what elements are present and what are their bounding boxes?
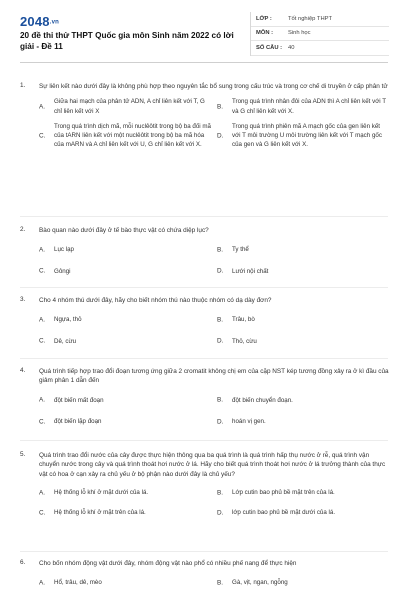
- question-divider: [20, 551, 388, 552]
- option-text: Ty thể: [232, 246, 249, 254]
- option-text: Gà, vịt, ngan, ngỗng: [232, 579, 288, 587]
- question-2: [20, 226, 390, 276]
- question-number: 4.: [20, 367, 26, 374]
- question-text: Cho 4 nhóm thú dưới đây, hãy cho biết nhóm thú nào thuộc nhóm có dạ dày đơn?: [39, 297, 272, 304]
- question-divider: [20, 440, 388, 441]
- option-letter: D.: [217, 132, 224, 140]
- question-options: [39, 488, 390, 518]
- meta-row-class: [251, 12, 389, 27]
- option-letter: C.: [39, 417, 46, 425]
- option-text: Trong quá trình dịch mã, mỗi nuclêôtit trong bộ ba đối mã của tARN liên kết với một nuclêôtit trong bộ ba mã hóa của mARN và A chỉ liên kết với U, G chỉ liên kết với X.: [54, 122, 211, 149]
- meta-value: Tốt nghiệp THPT: [288, 15, 333, 22]
- option-a[interactable]: [39, 245, 211, 254]
- option-text: hoán vị gen.: [232, 417, 266, 425]
- option-c[interactable]: [39, 417, 211, 426]
- question-text: Cho bốn nhóm động vật dưới đây, nhóm động vật nào phổ có nhiều phế nang để thực hiện: [39, 560, 297, 567]
- question-4: [20, 367, 390, 426]
- option-letter: B.: [217, 316, 224, 324]
- option-b[interactable]: [217, 488, 389, 497]
- option-text: Trâu, bò: [232, 316, 255, 324]
- option-b[interactable]: [217, 578, 389, 587]
- option-letter: A.: [39, 488, 46, 496]
- option-letter: A.: [39, 579, 46, 587]
- option-letter: B.: [217, 102, 224, 110]
- option-text: Dê, cừu: [54, 337, 77, 345]
- option-letter: C.: [39, 132, 46, 140]
- question-options: [39, 315, 390, 346]
- document-title: 20 đề thi thử THPT Quốc gia môn Sinh năm 2022 có lời giải - Đề 11: [20, 31, 234, 51]
- option-text: Trong quá trình phiên mã A mạch gốc của gen liên kết với T môi trường U môi trường liên kết với T mạch gốc của gen và G liên kết với X.: [232, 122, 382, 149]
- option-letter: D.: [217, 417, 224, 425]
- option-letter: A.: [39, 102, 46, 110]
- option-text: Lục lạp: [54, 246, 74, 254]
- option-letter: C.: [39, 337, 46, 345]
- option-a[interactable]: [39, 315, 211, 324]
- option-c[interactable]: [39, 508, 211, 517]
- header-divider: [20, 62, 388, 63]
- question-options: [39, 245, 390, 276]
- meta-key: LỚP :: [256, 15, 272, 22]
- option-c[interactable]: [39, 122, 211, 150]
- option-a[interactable]: [39, 97, 211, 116]
- question-options: [39, 97, 390, 149]
- option-a[interactable]: [39, 578, 211, 587]
- meta-table: [250, 12, 389, 56]
- meta-key: MÔN :: [256, 30, 274, 37]
- option-b[interactable]: [217, 97, 389, 116]
- option-a[interactable]: [39, 396, 211, 405]
- option-letter: A.: [39, 316, 46, 324]
- meta-key: SỐ CÂU :: [256, 44, 283, 51]
- question-divider: [20, 287, 388, 288]
- question-1: [20, 82, 390, 150]
- question-5: [20, 451, 390, 517]
- option-text: Ngựa, thỏ: [54, 316, 82, 324]
- question-text: Quá trình tiếp hợp trao đổi đoạn tương ứng giữa 2 cromatit không chị em của cặp NST kép tương đồng xảy ra ở kì đầu của giảm phân 1 dẫn đến: [39, 368, 389, 385]
- option-d[interactable]: [217, 508, 389, 517]
- option-letter: D.: [217, 509, 224, 517]
- question-divider: [20, 358, 388, 359]
- option-text: Lưới nội chất: [232, 267, 269, 275]
- question-number: 5.: [20, 451, 26, 458]
- option-text: Hổ, trâu, dê, mèo: [54, 579, 102, 587]
- option-text: lớp cutin bao phủ bề mặt dưới của lá.: [232, 509, 336, 517]
- option-b[interactable]: [217, 315, 389, 324]
- option-c[interactable]: [39, 267, 211, 276]
- option-text: Hệ thống lỗ khí ở mặt trên của lá.: [54, 509, 146, 517]
- meta-row-subject: [251, 27, 389, 42]
- option-a[interactable]: [39, 488, 211, 497]
- option-text: đột biến mất đoạn: [54, 396, 104, 404]
- logo-suffix: .vn: [49, 19, 60, 26]
- site-logo[interactable]: [20, 14, 59, 29]
- option-letter: C.: [39, 267, 46, 275]
- option-letter: D.: [217, 337, 224, 345]
- option-text: đột biến lặp đoạn: [54, 417, 102, 425]
- meta-value: 40: [288, 44, 295, 51]
- option-letter: A.: [39, 246, 46, 254]
- logo-main: 2048: [20, 14, 50, 29]
- option-b[interactable]: [217, 245, 389, 254]
- option-letter: B.: [217, 396, 224, 404]
- option-text: Gôngi: [54, 267, 71, 275]
- question-options: [39, 396, 390, 427]
- option-b[interactable]: [217, 396, 389, 405]
- option-c[interactable]: [39, 337, 211, 346]
- question-text: Quá trình trao đổi nước của cây được thực hiện thông qua ba quá trình là quá trình hấp thụ nước ở rễ, quá trình vận chuyển nước trong cây và quá trình thoát hơi nước ở lá. Hãy cho biết quá trình thoát hơi nước ở lá trưởng thành của thực vật có hoa ở cạn xảy ra chủ yếu ở bộ phận nào dưới đây là chủ yếu?: [39, 452, 386, 478]
- option-text: Hệ thống lỗ khí ở mặt dưới của lá.: [54, 488, 149, 496]
- option-letter: C.: [39, 509, 46, 517]
- question-number: 3.: [20, 296, 26, 303]
- option-letter: A.: [39, 396, 46, 404]
- option-letter: B.: [217, 579, 224, 587]
- meta-row-count: [251, 41, 389, 56]
- question-text: Sự liên kết nào dưới đây là không phù hợp theo nguyên tắc bổ sung trong cấu trúc và trong cơ chế di truyền ở cấp phân tử: [39, 83, 388, 90]
- option-letter: D.: [217, 267, 224, 275]
- question-divider: [20, 216, 388, 217]
- question-6: [20, 559, 390, 588]
- meta-value: Sinh học: [288, 30, 311, 37]
- option-d[interactable]: [217, 267, 389, 276]
- option-text: đột biến chuyển đoạn.: [232, 396, 293, 404]
- option-letter: B.: [217, 488, 224, 496]
- question-text: Bào quan nào dưới đây ở tế bào thực vật có chứa diệp lục?: [39, 227, 209, 234]
- option-d[interactable]: [217, 337, 389, 346]
- option-text: Trong quá trình nhân đôi của ADN thì A chỉ liên kết với T và G chỉ liên kết với X.: [232, 98, 386, 115]
- option-letter: B.: [217, 246, 224, 254]
- option-d[interactable]: [217, 417, 389, 426]
- question-number: 1.: [20, 82, 26, 89]
- option-d[interactable]: [217, 122, 389, 150]
- question-number: 2.: [20, 226, 26, 233]
- question-3: [20, 296, 390, 346]
- option-text: Thỏ, cừu: [232, 337, 257, 345]
- question-number: 6.: [20, 559, 26, 566]
- option-text: Lớp cutin bao phủ bề mặt trên của lá.: [232, 488, 335, 496]
- option-text: Giữa hai mạch của phân tử ADN, A chỉ liên kết với T, G chỉ liên kết với X: [54, 98, 205, 115]
- question-options: [39, 578, 390, 587]
